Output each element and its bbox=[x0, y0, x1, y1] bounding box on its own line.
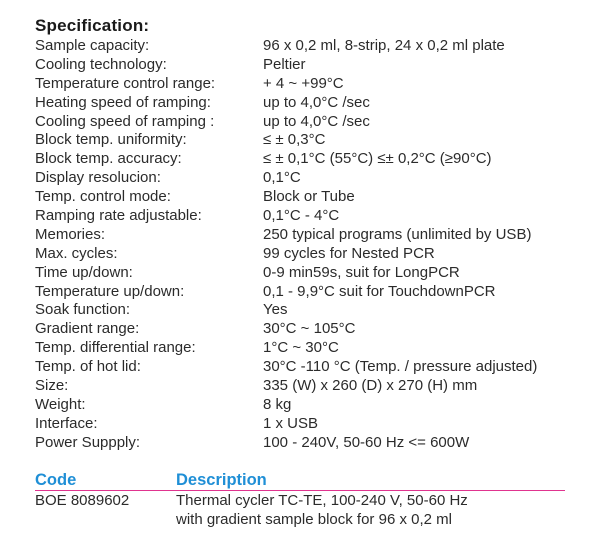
spec-label: Memories: bbox=[35, 225, 106, 243]
spec-row-cooling-technology bbox=[35, 56, 595, 75]
spec-value: Block or Tube bbox=[263, 188, 355, 206]
spec-row-temp-differential-range bbox=[35, 339, 595, 358]
spec-row-max-cycles bbox=[35, 245, 595, 264]
product-description-line-2: with gradient sample block for 96 x 0,2 ml bbox=[176, 510, 452, 528]
spec-label: Interface: bbox=[35, 414, 98, 432]
spec-value: 335 (W) x 260 (D) x 270 (H) mm bbox=[263, 377, 478, 395]
spec-value: 0,1°C - 4°C bbox=[263, 207, 340, 225]
spec-row-block-uniformity bbox=[35, 131, 595, 150]
spec-row-sample-capacity bbox=[35, 37, 595, 56]
spec-value: 8 kg bbox=[263, 395, 292, 413]
spec-value: up to 4,0°C /sec bbox=[263, 93, 370, 111]
description-column-header: Description bbox=[176, 471, 267, 489]
spec-label: Ramping rate adjustable: bbox=[35, 207, 202, 225]
spec-label: Size: bbox=[35, 377, 69, 395]
ordering-table-header bbox=[35, 470, 565, 490]
spec-label: Cooling technology: bbox=[35, 55, 167, 73]
spec-value: 0,1 - 9,9°C suit for TouchdownPCR bbox=[263, 282, 496, 300]
spec-value: 1°C ~ 30°C bbox=[263, 339, 339, 357]
spec-label: Power Suppply: bbox=[35, 433, 141, 451]
spec-row-heating-speed bbox=[35, 94, 595, 113]
code-column-header: Code bbox=[35, 471, 77, 489]
spec-label: Soak function: bbox=[35, 301, 131, 319]
spec-row-hot-lid-temp bbox=[35, 358, 595, 377]
spec-row-soak-function bbox=[35, 301, 595, 320]
spec-value: 100 - 240V, 50-60 Hz <= 600W bbox=[263, 433, 470, 451]
spec-label: Temp. of hot lid: bbox=[35, 358, 141, 376]
spec-label: Block temp. uniformity: bbox=[35, 131, 187, 149]
spec-value: 30°C ~ 105°C bbox=[263, 320, 356, 338]
spec-value: 99 cycles for Nested PCR bbox=[263, 244, 435, 262]
specification-list bbox=[35, 37, 595, 453]
spec-label: Temperature up/down: bbox=[35, 282, 185, 300]
spec-value: 0-9 min59s, suit for LongPCR bbox=[263, 263, 460, 281]
spec-row-weight bbox=[35, 396, 595, 415]
spec-value: ≤ ± 0,3°C bbox=[263, 131, 326, 149]
spec-label: Gradient range: bbox=[35, 320, 140, 338]
product-code: BOE 8089602 bbox=[35, 492, 130, 509]
spec-value: up to 4,0°C /sec bbox=[263, 112, 370, 130]
spec-row-temperature-control-range bbox=[35, 75, 595, 94]
spec-label: Max. cycles: bbox=[35, 244, 118, 262]
spec-value: 1 x USB bbox=[263, 414, 319, 432]
spec-value: 96 x 0,2 ml, 8-strip, 24 x 0,2 ml plate bbox=[263, 37, 505, 54]
spec-row-gradient-range bbox=[35, 320, 595, 339]
spec-label: Block temp. accuracy: bbox=[35, 150, 182, 168]
spec-row-interface bbox=[35, 415, 595, 434]
spec-value: ≤ ± 0,1°C (55°C) ≤± 0,2°C (≥90°C) bbox=[263, 150, 492, 168]
spec-row-power-supply bbox=[35, 434, 595, 453]
spec-row-time-up-down bbox=[35, 264, 595, 283]
spec-label: Cooling speed of ramping : bbox=[35, 112, 215, 130]
product-description-line-1: Thermal cycler TC-TE, 100-240 V, 50-60 Hz bbox=[176, 492, 468, 509]
spec-row-memories bbox=[35, 226, 595, 245]
spec-label: Sample capacity: bbox=[35, 37, 150, 54]
spec-label: Temp. differential range: bbox=[35, 339, 196, 357]
specification-title: Specification: bbox=[35, 16, 150, 35]
spec-label: Heating speed of ramping: bbox=[35, 93, 211, 111]
spec-row-block-accuracy bbox=[35, 150, 595, 169]
spec-label: Display resolucion: bbox=[35, 169, 161, 187]
spec-value: Yes bbox=[263, 301, 288, 319]
spec-value: + 4 ~ +99°C bbox=[263, 74, 344, 92]
spec-row-cooling-speed bbox=[35, 113, 595, 132]
product-description bbox=[176, 492, 468, 529]
header-divider bbox=[35, 490, 565, 491]
spec-label: Weight: bbox=[35, 395, 86, 413]
spec-row-temperature-up-down bbox=[35, 283, 595, 302]
spec-row-temp-control-mode bbox=[35, 188, 595, 207]
spec-row-ramping-rate bbox=[35, 207, 595, 226]
spec-value: 30°C -110 °C (Temp. / pressure adjusted) bbox=[263, 358, 538, 376]
spec-label: Time up/down: bbox=[35, 263, 133, 281]
spec-value: 250 typical programs (unlimited by USB) bbox=[263, 225, 532, 243]
spec-label: Temp. control mode: bbox=[35, 188, 171, 206]
spec-value: Peltier bbox=[263, 55, 306, 73]
spec-label: Temperature control range: bbox=[35, 74, 216, 92]
spec-row-display-resolution bbox=[35, 169, 595, 188]
spec-value: 0,1°C bbox=[263, 169, 301, 187]
spec-row-size bbox=[35, 377, 595, 396]
